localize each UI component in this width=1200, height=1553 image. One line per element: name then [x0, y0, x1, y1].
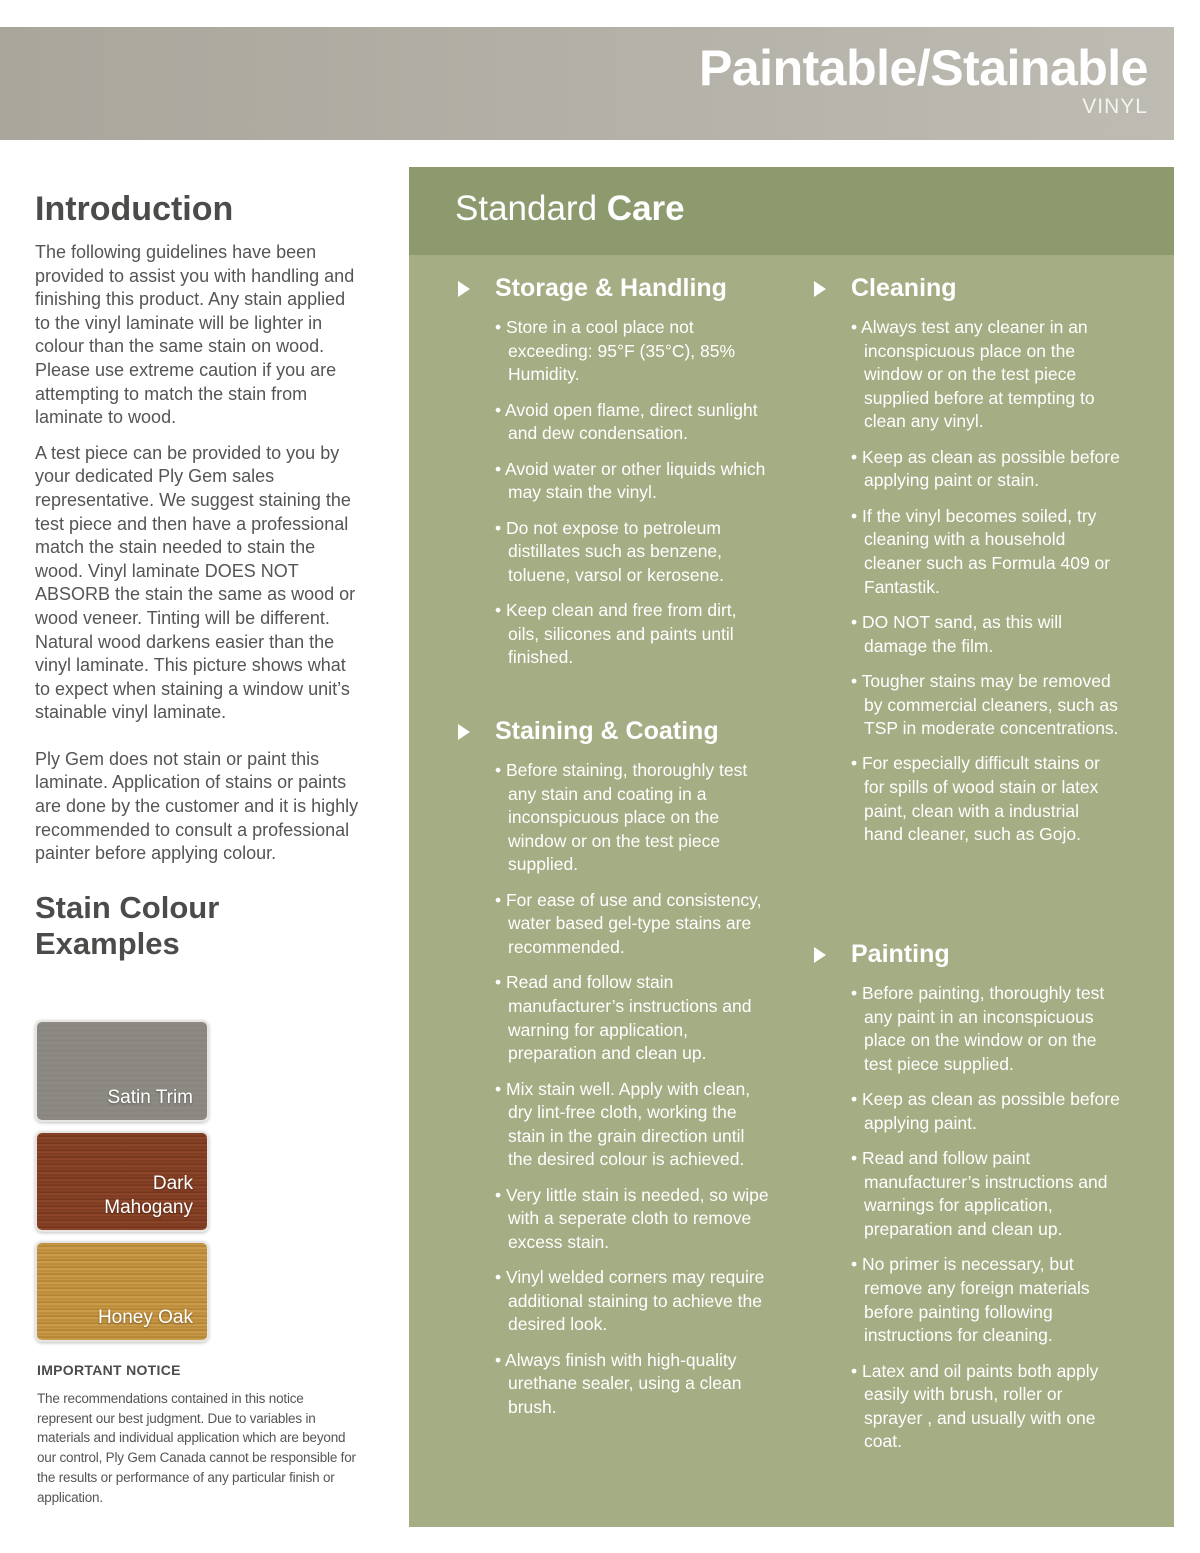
care-title-light: Standard	[455, 189, 598, 228]
list-item: • Vinyl welded corners may require additional staining to achieve the desired look.	[495, 1267, 765, 1335]
list-item: • Latex and oil paints both apply easily with brush, roller or sprayer , and usually with one coat.	[851, 1360, 1099, 1452]
notice-heading: IMPORTANT NOTICE	[37, 1362, 181, 1378]
list-item: • Tougher stains may be removed by commercial cleaners, such as TSP in moderate concentrations.	[851, 670, 1119, 739]
list-item: • For especially difficult stains or for spills of wood stain or latex paint, clean with a industrial hand cleaner, such as Gojo.	[851, 753, 1100, 845]
list-item: • Avoid water or other liquids which may stain the vinyl.	[495, 458, 766, 503]
list-item: • Keep as clean as possible before applying paint.	[851, 1089, 1120, 1133]
cleaning-list	[851, 316, 1121, 859]
page-subtitle: VINYL	[1082, 95, 1148, 118]
triangle-bullet-icon	[458, 724, 470, 740]
cleaning-heading: Cleaning	[851, 274, 957, 302]
triangle-bullet-icon	[814, 947, 826, 963]
list-item: • Keep clean and free from dirt, oils, silicones and paints until finished.	[495, 600, 737, 668]
swatch-label: Honey Oak	[97, 1307, 193, 1328]
list-item: • Very little stain is needed, so wipe with a seperate cloth to remove excess stain.	[495, 1184, 769, 1252]
list-item: • Keep as clean as possible before applying paint or stain.	[851, 446, 1120, 491]
list-item: • Always finish with high-quality urethane sealer, using a clean brush.	[495, 1349, 742, 1418]
stain-examples-heading: Stain Colour Examples	[35, 889, 220, 961]
list-item: • Do not expose to petroleum distillates such as benzene, toluene, varsol or kerosene.	[495, 517, 724, 585]
list-item: • Before staining, thoroughly test any stain and coating in a inconspicuous place on the window or on the test piece supplied.	[495, 760, 748, 875]
triangle-bullet-icon	[458, 281, 470, 297]
list-item: • Always test any cleaner in an inconspicuous place on the window or on the test piece supplied before at tempting to clean any vinyl.	[851, 317, 1095, 432]
swatch-satin-trim	[35, 1020, 209, 1122]
list-item: • Mix stain well. Apply with clean, dry lint-free cloth, working the stain in the grain direction until the desired colour is achieved.	[495, 1078, 751, 1170]
list-item: • Store in a cool place not exceeding: 95°F (35°C), 85% Humidity.	[495, 317, 736, 385]
header-banner	[0, 27, 1174, 140]
page-title: Paintable/Stainable	[699, 40, 1148, 96]
introduction-section	[35, 190, 365, 962]
list-item: • Before painting, thoroughly test any paint in an inconspicuous place on the window or on the test piece supplied.	[851, 983, 1105, 1074]
storage-heading: Storage & Handling	[495, 274, 727, 302]
introduction-heading: Introduction	[35, 190, 234, 228]
swatch-dark-mahogany	[35, 1131, 209, 1232]
care-title	[455, 189, 685, 229]
intro-paragraph: A test piece can be provided to you by your dedicated Ply Gem sales representative. We suggest staining the test piece and then have a professional match the stain needed to stain the wood. Vinyl laminate DOES NOT ABSORB the stain the same as wood or wood veneer. Tinting will be different. Natural wood darkens easier than the vinyl laminate. This picture shows what to expect when staining a window unit’s stainable vinyl laminate.	[35, 442, 356, 723]
painting-list	[851, 982, 1121, 1466]
painting-heading: Painting	[851, 940, 950, 968]
list-item: • Read and follow stain manufacturer’s instructions and warning for application, preparation and clean up.	[495, 972, 752, 1064]
swatch-label: Satin Trim	[107, 1087, 193, 1108]
triangle-bullet-icon	[814, 281, 826, 297]
swatch-honey-oak	[35, 1241, 209, 1342]
list-item: • For ease of use and consistency, water based gel-type stains are recommended.	[495, 889, 762, 957]
care-title-bold: Care	[606, 189, 685, 228]
standard-care-panel	[409, 167, 1174, 1527]
swatch-label: Dark Mahogany	[104, 1173, 193, 1218]
list-item: • Avoid open flame, direct sunlight and dew condensation.	[495, 399, 758, 444]
staining-list	[495, 759, 770, 1431]
list-item: • Read and follow paint manufacturer’s instructions and warnings for application, preparation and clean up.	[851, 1148, 1108, 1239]
intro-paragraph: The following guidelines have been provided to assist you with handling and finishing this product. Any stain applied to the vinyl laminate will be lighter in colour than the same stain on wood. Please use extreme caution if you are attempting to match the stain from laminate to wood.	[35, 242, 355, 428]
list-item: • If the vinyl becomes soiled, try cleaning with a household cleaner such as Formula 409 or Fantastik.	[851, 505, 1111, 597]
list-item: • DO NOT sand, as this will damage the film.	[851, 611, 1062, 656]
staining-heading: Staining & Coating	[495, 717, 719, 745]
intro-paragraph: Ply Gem does not stain or paint this laminate. Application of stains or paints are done by the customer and it is highly recommended to consult a professional painter before applying colour.	[35, 748, 359, 864]
care-header	[409, 167, 1174, 255]
list-item: • No primer is necessary, but remove any foreign materials before painting following instructions for cleaning.	[851, 1254, 1090, 1346]
notice-text: The recommendations contained in this notice represent our best judgment. Due to variables in materials and individual application which are beyond our control, Ply Gem Canada cannot be responsible for the results or performance of any particular finish or application.	[37, 1391, 356, 1505]
storage-list	[495, 316, 770, 682]
